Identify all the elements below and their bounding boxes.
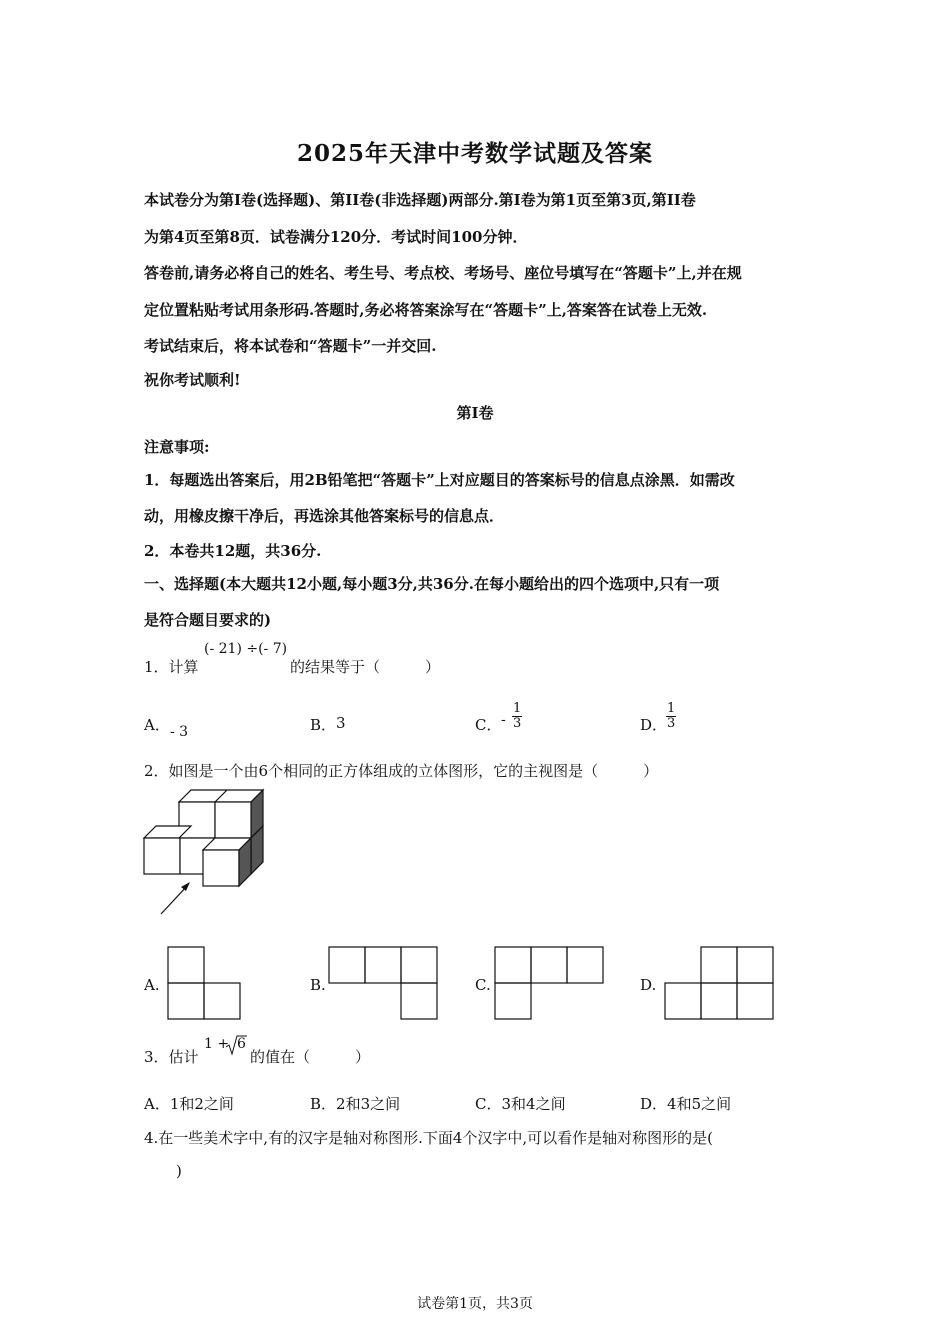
cube-front-face-bottom-left	[144, 838, 180, 874]
q2-option-c-figure	[495, 947, 603, 1019]
q3-option-c: C．3和4之间	[475, 1095, 566, 1113]
q3-option-a: A．1和2之间	[144, 1095, 234, 1113]
q2-cube-drawing	[144, 790, 263, 886]
q2-option-b-label: B.	[310, 976, 326, 994]
q2-option-d-figure	[665, 947, 773, 1019]
q1-expression: (- 21) ÷(- 7)	[204, 641, 288, 657]
q1-option-c-label: C．	[475, 716, 502, 734]
q2-option-d-label: D.	[640, 976, 657, 994]
q3-option-d: D．4和5之间	[640, 1095, 732, 1113]
intro-line-6: 祝你考试顺利!	[144, 371, 241, 389]
q1-option-c-sign: -	[501, 712, 506, 728]
q1-option-b-label: B．	[310, 716, 337, 734]
q2-text: 2．如图是一个由6个相同的正方体组成的立体图形，它的主视图是（ ）	[144, 762, 659, 780]
part1-line-2: 是符合题目要求的)	[144, 611, 272, 629]
q2-option-b-figure	[329, 947, 437, 1019]
q1-option-c-numerator: 1	[513, 701, 522, 716]
q1-option-d-label: D．	[640, 716, 668, 734]
section-title: 第Ⅰ卷	[456, 404, 494, 422]
page-footer: 试卷第1页，共3页	[417, 1296, 533, 1312]
q1-option-a-value: - 3	[170, 724, 189, 740]
q2-option-a-figure	[168, 947, 240, 1019]
intro-line-3: 答卷前,请务必将自己的姓名、考生号、考点校、考场号、座位号填写在“答题卡”上,并在规	[144, 264, 742, 282]
notes-item-1-line-1: 1．每题选出答案后，用2B铅笔把“答题卡”上对应题目的答案标号的信息点涂黑．如需改	[144, 471, 735, 489]
q1-prefix: 1．计算	[144, 658, 199, 676]
q4-line-2: )	[176, 1162, 182, 1180]
view-direction-arrow	[161, 882, 190, 914]
part1-line-1: 一、选择题(本大题共12小题,每小题3分,共36分.在每小题给出的四个选项中,只有一项	[144, 575, 720, 593]
q3-option-b: B．2和3之间	[310, 1095, 401, 1113]
q4-line-1: 4.在一些美术字中,有的汉字是轴对称图形.下面4个汉字中,可以看作是轴对称图形的是(	[144, 1129, 714, 1147]
page-title: 2025年天津中考数学试题及答案	[296, 140, 653, 167]
q3-prefix: 3．估计	[144, 1048, 199, 1066]
q1-suffix: 的结果等于（ ）	[290, 658, 441, 676]
intro-line-4: 定位置粘贴考试用条形码.答题时,务必将答案涂写在“答题卡”上,答案答在试卷上无效.	[144, 301, 708, 319]
q1-option-a-label: A．	[144, 716, 170, 734]
notes-heading: 注意事项:	[144, 438, 210, 456]
notes-item-2: 2．本卷共12题，共36分.	[144, 542, 322, 560]
q2-option-c-label: C.	[475, 976, 491, 994]
q1-option-c-denominator: 3	[513, 716, 522, 731]
intro-line-5: 考试结束后，将本试卷和“答题卡”一并交回.	[144, 337, 437, 355]
q1-option-d-numerator: 1	[667, 701, 676, 716]
q1-option-d-denominator: 3	[667, 716, 676, 731]
q3-expression-one: 1 +	[204, 1036, 230, 1052]
cube-front-face-top-right	[215, 802, 251, 838]
q3-suffix: 的值在（ ）	[250, 1048, 371, 1066]
q1-option-b-value: 3	[336, 714, 346, 732]
intro-line-2: 为第4页至第8页．试卷满分120分．考试时间100分钟．	[144, 228, 528, 246]
intro-line-1: 本试卷分为第Ⅰ卷(选择题)、第II卷(非选择题)两部分.第Ⅰ卷为第1页至第3页,第II卷	[144, 191, 696, 209]
q3-expression-root: 6	[237, 1036, 246, 1052]
cube-front-face-front	[203, 850, 239, 886]
q2-option-a-label: A.	[144, 976, 160, 994]
notes-item-1-line-2: 动，用橡皮擦干净后，再选涂其他答案标号的信息点．	[144, 507, 505, 525]
